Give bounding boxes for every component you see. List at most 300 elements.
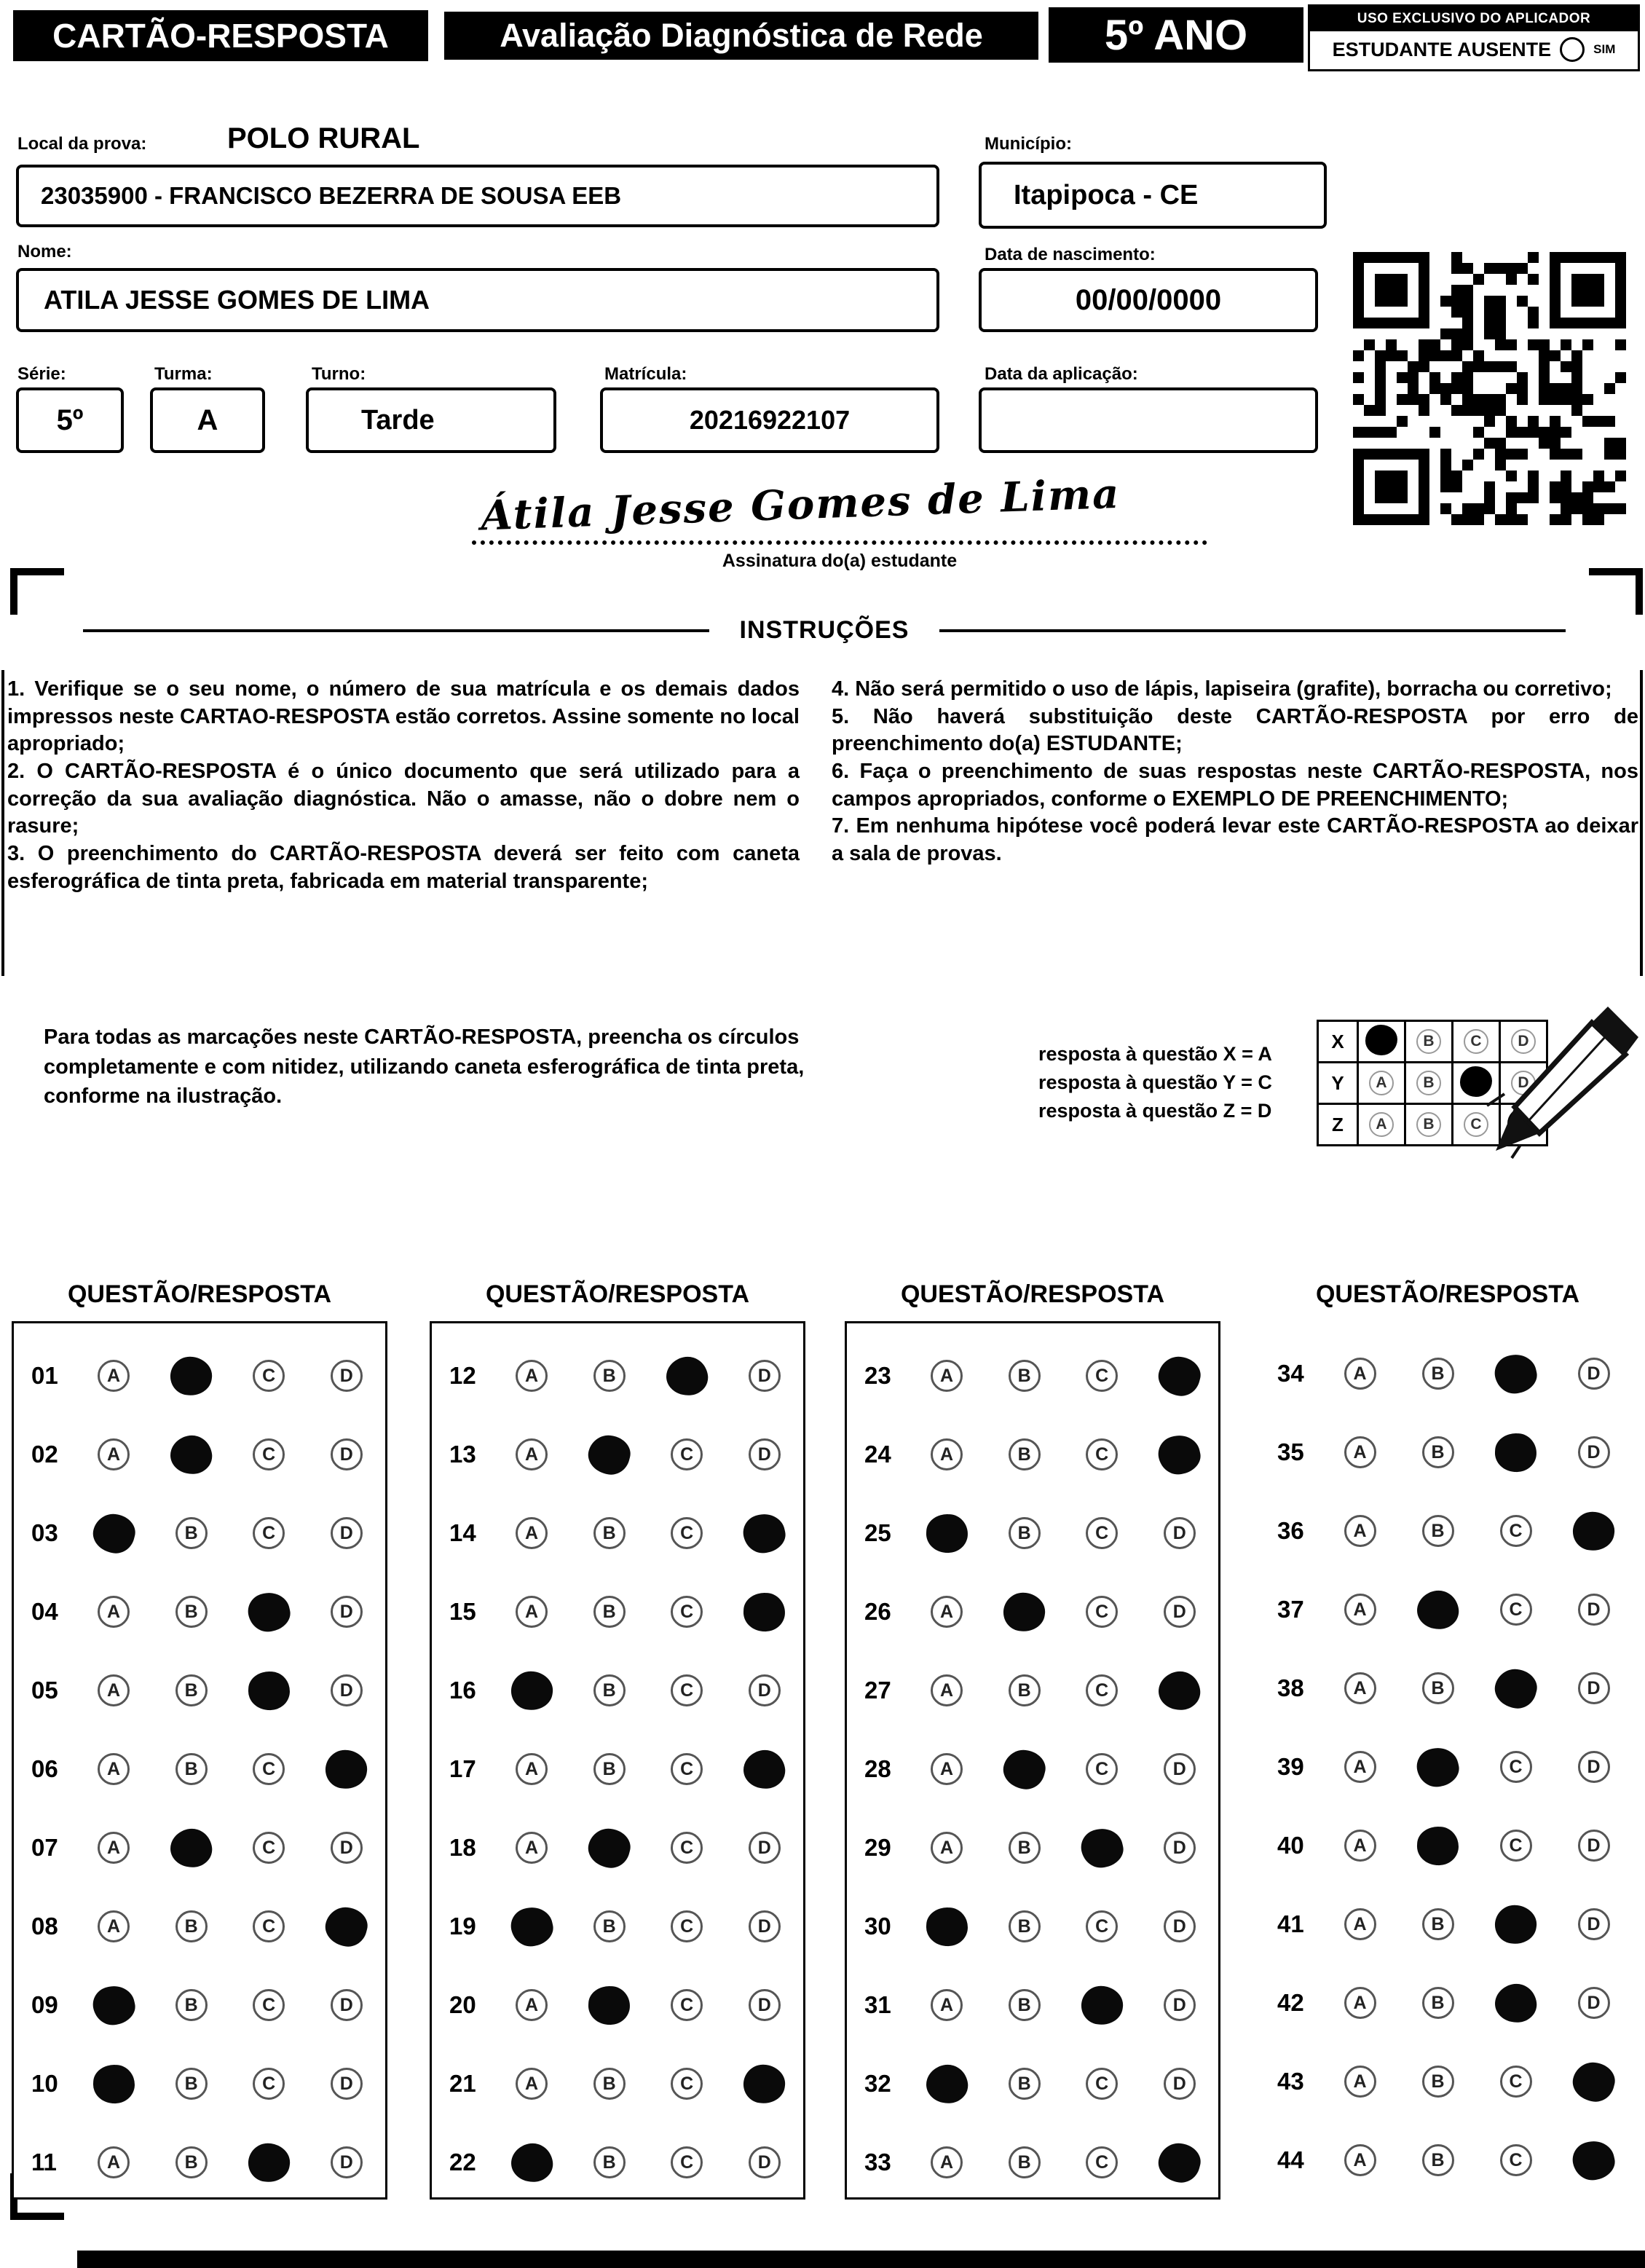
answer-slot <box>1140 1832 1218 1864</box>
answer-bubble-filled[interactable] <box>1416 1825 1460 1866</box>
answer-bubble-filled[interactable] <box>1413 1744 1462 1790</box>
answer-bubble[interactable]: C <box>1086 2146 1118 2178</box>
answer-bubble-filled[interactable] <box>664 1354 710 1398</box>
nome-field <box>16 268 939 332</box>
answer-slot <box>230 1672 308 1710</box>
answer-bubble[interactable]: A <box>1344 1987 1376 2019</box>
local-label: Local da prova: <box>17 134 147 154</box>
grade-badge: 5º ANO <box>1049 7 1303 63</box>
answer-bubble-filled[interactable] <box>508 1903 556 1950</box>
answer-bubble[interactable]: D <box>749 1989 781 2021</box>
answer-bubble[interactable]: D <box>1578 1672 1610 1704</box>
answer-bubble[interactable]: A <box>1344 1358 1376 1390</box>
student-signature: Átila Jesse Gomes de Lima <box>480 469 1121 540</box>
answer-bubble[interactable]: D <box>1578 1830 1610 1862</box>
answer-bubble[interactable]: B <box>1422 2144 1454 2176</box>
answer-bubble[interactable]: C <box>1500 2144 1532 2176</box>
answer-bubble[interactable]: C <box>1500 1594 1532 1626</box>
serie-label: Série: <box>17 364 66 384</box>
answer-bubble[interactable]: A <box>1344 1751 1376 1783</box>
answer-bubble[interactable]: A <box>1344 1830 1376 1862</box>
answer-bubble-filled[interactable] <box>1155 1352 1204 1399</box>
answer-bubble[interactable]: C <box>671 2068 703 2100</box>
answer-bubble-filled[interactable] <box>588 1985 631 2025</box>
answer-bubble-filled[interactable] <box>168 1826 214 1870</box>
turno-field <box>306 387 556 453</box>
answer-slot <box>1321 1830 1399 1862</box>
answer-bubble[interactable]: A <box>1344 1594 1376 1626</box>
absent-option-label: SIM <box>1593 42 1616 56</box>
answer-bubble-filled[interactable] <box>1156 1669 1202 1712</box>
answers-column-header: QUESTÃO/RESPOSTA <box>67 1280 332 1308</box>
answer-bubble[interactable]: A <box>1344 1908 1376 1940</box>
answer-bubble[interactable]: C <box>253 1517 285 1549</box>
answer-bubble-filled[interactable] <box>509 2141 555 2184</box>
question-row <box>432 2123 803 2202</box>
answer-bubble[interactable]: C <box>671 1832 703 1864</box>
answer-slot <box>1477 1594 1555 1626</box>
answer-bubble[interactable]: A <box>931 1753 963 1785</box>
question-number: 42 <box>1277 1989 1304 2016</box>
answer-bubble[interactable]: C <box>1086 1517 1118 1549</box>
answer-slot <box>1140 1910 1218 1942</box>
answer-bubble[interactable]: D <box>1164 1832 1196 1864</box>
question-row <box>1260 1806 1636 1885</box>
answer-slot <box>1063 1910 1141 1942</box>
answer-bubble[interactable]: D <box>1164 2068 1196 2100</box>
answer-bubble[interactable]: B <box>1009 1674 1041 1706</box>
answer-bubble[interactable]: A <box>1344 1515 1376 1547</box>
answer-bubble-filled[interactable] <box>585 1824 634 1871</box>
answer-bubble[interactable]: C <box>1086 1910 1118 1942</box>
answer-slot <box>570 1596 648 1628</box>
answer-bubble[interactable]: D <box>1578 1987 1610 2019</box>
answer-bubble[interactable]: D <box>331 1832 363 1864</box>
answer-bubble[interactable]: B <box>1422 1987 1454 2019</box>
answer-slot <box>985 2146 1063 2178</box>
answer-slot <box>75 1753 153 1785</box>
answer-bubble-filled[interactable] <box>508 1669 555 1712</box>
answer-bubble[interactable]: D <box>1164 1753 1196 1785</box>
answer-bubble-filled[interactable] <box>1001 1590 1048 1634</box>
answer-bubble[interactable]: C <box>253 2068 285 2100</box>
answer-bubble-filled[interactable] <box>1569 2058 1618 2105</box>
answer-bubble[interactable]: B <box>593 1360 626 1392</box>
answer-bubble[interactable]: C <box>1500 1751 1532 1783</box>
answer-slot <box>230 1360 308 1392</box>
answer-slot <box>1555 1908 1633 1940</box>
answer-bubble[interactable]: A <box>516 1989 548 2021</box>
answer-bubble[interactable]: D <box>331 1517 363 1549</box>
left-edge-rule <box>1 670 4 976</box>
answer-bubble[interactable]: B <box>1422 1515 1454 1547</box>
answer-bubble[interactable]: D <box>331 2068 363 2100</box>
pencil-illustration <box>1483 985 1644 1159</box>
answer-slot <box>230 1910 308 1942</box>
answer-bubble[interactable]: A <box>931 1674 963 1706</box>
answer-slot <box>230 2143 308 2182</box>
example-row-label: X <box>1318 1021 1358 1063</box>
answer-slot <box>1140 1436 1218 1474</box>
answer-bubble[interactable]: B <box>593 2068 626 2100</box>
answer-bubble[interactable]: C <box>671 1517 703 1549</box>
answer-bubble[interactable]: C <box>1086 1674 1118 1706</box>
turno-label: Turno: <box>312 364 366 384</box>
answer-bubble[interactable]: B <box>1009 1832 1041 1864</box>
answer-bubble-filled[interactable] <box>1571 1509 1617 1553</box>
answer-bubble[interactable]: A <box>516 1596 548 1628</box>
answer-bubble[interactable]: C <box>1086 1360 1118 1392</box>
answer-slot <box>1140 2068 1218 2100</box>
answer-bubble[interactable]: B <box>175 1753 208 1785</box>
answer-bubble[interactable]: A <box>931 1360 963 1392</box>
example-bubble: A <box>1369 1112 1394 1137</box>
question-row <box>432 1415 803 1494</box>
answer-slot <box>1063 1596 1141 1628</box>
question-row <box>432 1887 803 1966</box>
answer-bubble[interactable]: B <box>175 1517 208 1549</box>
answer-bubble[interactable]: D <box>749 1910 781 1942</box>
answer-bubble[interactable]: C <box>1500 1515 1532 1547</box>
answer-bubble[interactable]: A <box>98 1438 130 1470</box>
answer-bubble[interactable]: D <box>331 1438 363 1470</box>
applicator-exclusive-box <box>1308 4 1640 71</box>
answer-slot <box>1555 1672 1633 1704</box>
question-number: 08 <box>31 1913 58 1940</box>
answer-slot <box>985 1832 1063 1864</box>
answer-bubble[interactable]: B <box>1009 1517 1041 1549</box>
question-number: 34 <box>1277 1360 1304 1387</box>
answer-bubble-filled[interactable] <box>1493 1902 1539 1946</box>
question-row <box>14 1887 385 1966</box>
answer-slot <box>1477 2144 1555 2176</box>
answer-bubble[interactable]: A <box>98 1674 130 1706</box>
signature-label: Assinatura do(a) estudante <box>722 551 958 571</box>
answer-slot <box>152 1517 230 1549</box>
answer-slot <box>725 1989 803 2021</box>
answer-bubble[interactable]: B <box>1009 1910 1041 1942</box>
answer-bubble[interactable]: B <box>175 1674 208 1706</box>
answer-bubble[interactable]: A <box>98 1832 130 1864</box>
answer-slot <box>230 1593 308 1631</box>
answer-bubble[interactable]: D <box>1164 1596 1196 1628</box>
answer-bubble[interactable]: C <box>1086 1596 1118 1628</box>
answer-bubble[interactable]: A <box>98 1596 130 1628</box>
answer-bubble-filled[interactable] <box>245 2141 292 2184</box>
school-value: 23035900 - FRANCISCO BEZERRA DE SOUSA EEB <box>41 182 622 209</box>
question-number: 30 <box>864 1913 891 1940</box>
question-row <box>1260 2042 1636 2121</box>
answer-slot <box>307 1832 385 1864</box>
answer-bubble[interactable]: B <box>593 1674 626 1706</box>
turma-value: A <box>197 403 218 436</box>
answer-slot <box>1321 2066 1399 2098</box>
answer-bubble[interactable]: C <box>1086 1753 1118 1785</box>
answer-bubble[interactable]: C <box>671 1674 703 1706</box>
answer-slot <box>1321 1987 1399 2019</box>
answer-slot <box>230 2068 308 2100</box>
answer-bubble[interactable]: A <box>931 1438 963 1470</box>
answer-slot <box>1555 1436 1633 1468</box>
answer-slot <box>152 1674 230 1706</box>
question-number: 06 <box>31 1755 58 1782</box>
answer-bubble[interactable]: B <box>593 1753 626 1785</box>
question-number: 35 <box>1277 1438 1304 1465</box>
absent-mark-circle[interactable] <box>1560 37 1585 62</box>
answer-bubble[interactable]: A <box>1344 2066 1376 2098</box>
answer-bubble[interactable]: D <box>749 1360 781 1392</box>
answer-slot <box>307 1674 385 1706</box>
example-row-label: Z <box>1318 1104 1358 1146</box>
question-number: 20 <box>449 1991 476 2018</box>
answer-bubble[interactable]: A <box>931 1832 963 1864</box>
answer-bubble[interactable]: B <box>593 1517 626 1549</box>
answer-slot <box>1555 1512 1633 1551</box>
answer-bubble[interactable]: A <box>98 1360 130 1392</box>
question-row <box>14 2044 385 2123</box>
answer-bubble-filled[interactable] <box>322 1902 371 1950</box>
answer-bubble[interactable]: D <box>749 1674 781 1706</box>
answer-slot <box>75 1596 153 1628</box>
answer-bubble-filled[interactable] <box>168 1354 215 1398</box>
answer-bubble-filled[interactable] <box>1078 1983 1125 2027</box>
answer-slot <box>152 2146 230 2178</box>
answer-slot <box>725 2146 803 2178</box>
answer-bubble-filled[interactable] <box>1415 1588 1461 1631</box>
answer-bubble-filled[interactable] <box>90 1982 138 2028</box>
answer-bubble-filled[interactable] <box>1569 2137 1618 2184</box>
example-bubble: B <box>1416 1029 1441 1054</box>
answer-slot <box>1321 1908 1399 1940</box>
answer-bubble[interactable]: D <box>1578 1594 1610 1626</box>
question-row <box>1260 1570 1636 1649</box>
answer-slot <box>908 1907 986 1946</box>
answer-bubble[interactable]: D <box>331 1989 363 2021</box>
answer-bubble[interactable]: D <box>331 2146 363 2178</box>
answer-bubble[interactable]: B <box>175 1910 208 1942</box>
answer-bubble[interactable]: D <box>749 2146 781 2178</box>
answer-slot <box>908 1360 986 1392</box>
answer-bubble[interactable]: C <box>671 1910 703 1942</box>
answer-bubble-filled[interactable] <box>89 1509 138 1556</box>
question-row <box>847 1415 1218 1494</box>
answer-slot <box>1555 1594 1633 1626</box>
answer-slot <box>1477 1905 1555 1944</box>
answer-bubble-filled[interactable] <box>1155 1431 1204 1478</box>
answer-bubble[interactable]: D <box>1578 1358 1610 1390</box>
answer-bubble[interactable]: C <box>671 1989 703 2021</box>
answer-slot <box>152 1910 230 1942</box>
answer-slot <box>1063 1517 1141 1549</box>
answer-bubble[interactable]: A <box>1344 2144 1376 2176</box>
answer-bubble-filled[interactable] <box>1000 1745 1049 1792</box>
answer-bubble-filled[interactable] <box>741 2062 788 2106</box>
answer-bubble[interactable]: B <box>175 2068 208 2100</box>
answer-slot <box>493 1596 571 1628</box>
answer-bubble[interactable]: C <box>1500 2066 1532 2098</box>
answer-slot <box>152 2068 230 2100</box>
serie-field <box>16 387 124 453</box>
answer-slot <box>152 1357 230 1395</box>
answer-bubble[interactable]: D <box>1164 1517 1196 1549</box>
answer-slot <box>1063 1360 1141 1392</box>
answer-slot <box>1399 2144 1477 2176</box>
answer-slot <box>908 1832 986 1864</box>
answer-bubble[interactable]: B <box>1422 1358 1454 1390</box>
answer-bubble[interactable]: B <box>593 1596 626 1628</box>
answer-bubble[interactable]: D <box>331 1674 363 1706</box>
answer-bubble[interactable]: A <box>516 1360 548 1392</box>
answer-bubble[interactable]: A <box>98 1910 130 1942</box>
answer-bubble[interactable]: D <box>331 1360 363 1392</box>
answer-slot <box>570 2146 648 2178</box>
answer-bubble[interactable]: D <box>1164 1910 1196 1942</box>
answer-bubble[interactable]: A <box>516 1517 548 1549</box>
answer-bubble-filled[interactable] <box>1078 1824 1127 1871</box>
answer-slot <box>1140 1989 1218 2021</box>
answer-bubble[interactable]: A <box>98 2146 130 2178</box>
answer-bubble-filled[interactable] <box>924 2062 970 2106</box>
answer-bubble[interactable]: B <box>175 2146 208 2178</box>
answer-bubble-filled[interactable] <box>741 1747 787 1791</box>
answer-bubble[interactable]: B <box>593 1910 626 1942</box>
answer-bubble[interactable]: B <box>1422 1672 1454 1704</box>
answer-bubble[interactable]: C <box>671 2146 703 2178</box>
answer-bubble[interactable]: B <box>175 1989 208 2021</box>
answer-bubble-filled[interactable] <box>245 1588 293 1635</box>
answer-bubble[interactable]: D <box>749 1438 781 1470</box>
answer-bubble[interactable]: D <box>331 1596 363 1628</box>
answer-bubble[interactable]: B <box>1009 2146 1041 2178</box>
answer-bubble[interactable]: A <box>516 1832 548 1864</box>
answer-bubble[interactable]: A <box>931 1596 963 1628</box>
answer-slot <box>985 1750 1063 1789</box>
answer-bubble[interactable]: C <box>253 1989 285 2021</box>
answer-slot <box>985 1593 1063 1631</box>
question-number: 19 <box>449 1913 476 1940</box>
answer-bubble[interactable]: C <box>1500 1830 1532 1862</box>
answer-bubble[interactable]: A <box>516 2068 548 2100</box>
answer-slot <box>908 1596 986 1628</box>
instruction-item: 3. O preenchimento do CARTÃO-RESPOSTA deverá ser feito com caneta esferográfica de tinta preta, fabricada em material transparente; <box>7 842 800 893</box>
answer-bubble[interactable]: A <box>516 1753 548 1785</box>
answer-slot <box>75 1832 153 1864</box>
answer-bubble[interactable]: A <box>516 1438 548 1470</box>
answer-bubble[interactable]: C <box>253 1438 285 1470</box>
answer-bubble[interactable]: D <box>1164 1989 1196 2021</box>
answer-bubble[interactable]: A <box>1344 1436 1376 1468</box>
answer-slot <box>307 1907 385 1946</box>
question-row <box>14 1730 385 1808</box>
answer-bubble[interactable]: B <box>175 1596 208 1628</box>
turma-label: Turma: <box>154 364 213 384</box>
instructions-right <box>832 676 1638 896</box>
local-value: POLO RURAL <box>227 122 420 154</box>
answer-bubble[interactable]: A <box>931 2146 963 2178</box>
answer-bubble[interactable]: C <box>253 1360 285 1392</box>
answer-bubble[interactable]: C <box>253 1832 285 1864</box>
answer-bubble[interactable]: D <box>1578 1908 1610 1940</box>
answer-bubble[interactable]: C <box>1086 2068 1118 2100</box>
municipio-field <box>979 162 1327 229</box>
answer-bubble[interactable]: B <box>1009 1438 1041 1470</box>
municipio-label: Município: <box>985 134 1072 154</box>
answer-bubble-filled[interactable] <box>1491 1350 1540 1397</box>
answer-bubble[interactable]: C <box>671 1438 703 1470</box>
question-number: 14 <box>449 1519 476 1546</box>
answer-slot <box>1321 1672 1399 1704</box>
answer-slot <box>725 1438 803 1470</box>
answer-slot <box>493 1672 571 1710</box>
question-number: 27 <box>864 1677 891 1704</box>
answer-bubble[interactable]: B <box>1422 2066 1454 2098</box>
answer-bubble[interactable]: D <box>749 1832 781 1864</box>
answer-bubble[interactable]: C <box>253 1753 285 1785</box>
example-legend-line: resposta à questão X = A <box>1038 1043 1272 1065</box>
answer-bubble-filled[interactable] <box>1493 1981 1539 2025</box>
answer-bubble-filled[interactable] <box>1494 1432 1538 1473</box>
answer-bubble-filled[interactable] <box>247 1670 291 1711</box>
answer-bubble[interactable]: A <box>1344 1672 1376 1704</box>
question-number: 18 <box>449 1834 476 1861</box>
answer-bubble[interactable]: B <box>1422 1436 1454 1468</box>
answer-slot <box>152 1829 230 1867</box>
sheet-title: CARTÃO-RESPOSTA <box>13 10 428 61</box>
answer-bubble[interactable]: B <box>593 2146 626 2178</box>
answer-slot <box>493 1989 571 2021</box>
answer-bubble-filled[interactable] <box>740 1510 789 1556</box>
question-row <box>1260 1885 1636 1964</box>
answer-bubble[interactable]: C <box>1086 1438 1118 1470</box>
example-bubble: A <box>1369 1071 1394 1095</box>
answer-slot <box>648 2068 726 2100</box>
answer-bubble[interactable]: C <box>671 1753 703 1785</box>
answer-slot <box>307 1517 385 1549</box>
answer-bubble-filled[interactable] <box>925 1513 969 1554</box>
answer-bubble[interactable]: B <box>1009 2068 1041 2100</box>
answer-slot <box>1321 1358 1399 1390</box>
answer-bubble-filled[interactable] <box>168 1433 214 1476</box>
answer-bubble[interactable]: A <box>98 1753 130 1785</box>
answer-slot <box>1477 1751 1555 1783</box>
answer-bubble[interactable]: A <box>931 1989 963 2021</box>
answer-bubble-filled[interactable] <box>92 2063 135 2104</box>
answer-bubble-filled[interactable] <box>925 1906 969 1947</box>
answer-bubble-filled[interactable] <box>1491 1664 1540 1712</box>
answer-bubble[interactable]: B <box>1009 1360 1041 1392</box>
answer-slot <box>75 2146 153 2178</box>
answer-bubble-filled[interactable] <box>585 1430 634 1478</box>
example-bubble: D <box>1511 1071 1536 1095</box>
answer-bubble[interactable]: C <box>253 1910 285 1942</box>
answer-slot <box>725 2065 803 2103</box>
question-row <box>847 1572 1218 1651</box>
answer-bubble[interactable]: B <box>1422 1908 1454 1940</box>
answer-slot <box>1555 1987 1633 2019</box>
instruction-item: 6. Faça o preenchimento de suas respostas neste CARTÃO-RESPOSTA, nos campos apropriados, conforme o EXEMPLO DE PREENCHIMENTO; <box>832 760 1638 811</box>
answer-bubble-filled[interactable] <box>1155 2138 1204 2186</box>
answer-bubble-filled[interactable] <box>323 1747 370 1791</box>
answer-slot <box>1321 2144 1399 2176</box>
answer-bubble[interactable]: D <box>1578 1751 1610 1783</box>
matricula-label: Matrícula: <box>604 364 687 384</box>
answer-bubble[interactable]: B <box>1009 1989 1041 2021</box>
answer-slot <box>1321 1594 1399 1626</box>
answer-bubble-filled[interactable] <box>743 1591 786 1632</box>
answer-bubble[interactable]: C <box>671 1596 703 1628</box>
answer-slot <box>1140 1753 1218 1785</box>
answer-bubble[interactable]: D <box>1578 1436 1610 1468</box>
